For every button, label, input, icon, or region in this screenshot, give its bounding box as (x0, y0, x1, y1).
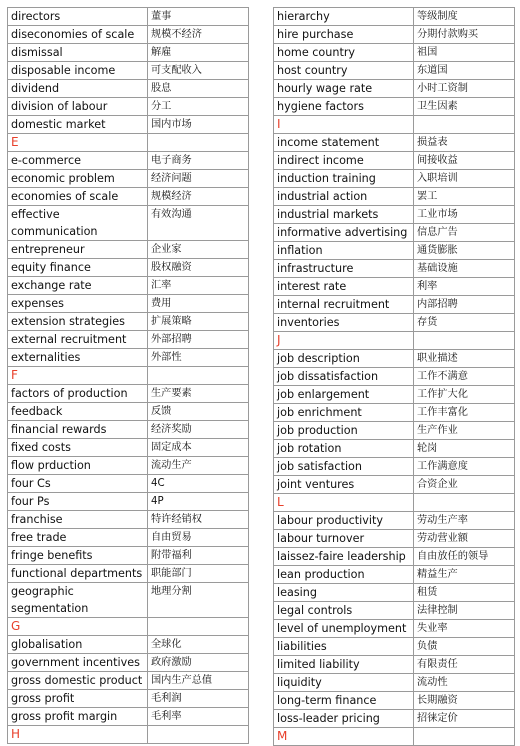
chinese-translation: 董事 (148, 8, 249, 26)
english-term: economies of scale (8, 188, 148, 206)
chinese-translation: 工作扩大化 (414, 386, 515, 404)
chinese-translation: 政府激励 (148, 654, 249, 672)
chinese-translation: 法律控制 (414, 602, 515, 620)
chinese-translation: 存货 (414, 314, 515, 332)
english-term: functional departments (8, 565, 148, 583)
english-term: limited liability (274, 656, 414, 674)
english-term: e-commerce (8, 152, 148, 170)
term-row (274, 656, 515, 674)
english-term: host country (274, 62, 414, 80)
chinese-translation: 失业率 (414, 620, 515, 638)
term-row (8, 654, 249, 672)
term-row (8, 152, 249, 170)
term-row (8, 80, 249, 98)
chinese-translation: 股权融资 (148, 259, 249, 277)
term-row (274, 44, 515, 62)
empty-cell (414, 332, 515, 350)
chinese-translation: 企业家 (148, 241, 249, 259)
english-term: liquidity (274, 674, 414, 692)
glossary-table-right (273, 7, 515, 746)
section-letter-row (8, 367, 249, 385)
chinese-translation: 祖国 (414, 44, 515, 62)
chinese-translation: 职业描述 (414, 350, 515, 368)
chinese-translation: 劳动生产率 (414, 512, 515, 530)
chinese-translation: 分期付款购买 (414, 26, 515, 44)
term-row (274, 296, 515, 314)
english-term: level of unemployment (274, 620, 414, 638)
chinese-translation: 自由放任的领导 (414, 548, 515, 566)
english-term: liabilities (274, 638, 414, 656)
chinese-translation: 工作不满意 (414, 368, 515, 386)
chinese-translation: 经济问题 (148, 170, 249, 188)
term-row (274, 62, 515, 80)
term-row (8, 206, 249, 241)
english-term: informative advertising (274, 224, 414, 242)
english-term: domestic market (8, 116, 148, 134)
term-row (8, 547, 249, 565)
chinese-translation: 利率 (414, 278, 515, 296)
chinese-translation: 流动性 (414, 674, 515, 692)
term-row (8, 421, 249, 439)
chinese-translation: 4P (148, 493, 249, 511)
term-row (8, 511, 249, 529)
english-term: laissez-faire leadership (274, 548, 414, 566)
english-term: economic problem (8, 170, 148, 188)
term-row (274, 710, 515, 728)
chinese-translation: 国内生产总值 (148, 672, 249, 690)
section-letter-row (274, 332, 515, 350)
term-row (8, 475, 249, 493)
section-letter-row (274, 728, 515, 746)
english-term: dividend (8, 80, 148, 98)
term-row (274, 476, 515, 494)
chinese-translation: 国内市场 (148, 116, 249, 134)
chinese-translation: 东道国 (414, 62, 515, 80)
chinese-translation: 入职培训 (414, 170, 515, 188)
chinese-translation: 特许经销权 (148, 511, 249, 529)
term-row (8, 529, 249, 547)
chinese-translation: 劳动营业额 (414, 530, 515, 548)
section-letter-row (8, 134, 249, 152)
chinese-translation: 4C (148, 475, 249, 493)
chinese-translation: 全球化 (148, 636, 249, 654)
english-term: interest rate (274, 278, 414, 296)
section-letter: L (274, 494, 414, 512)
term-row (274, 80, 515, 98)
english-term: four Cs (8, 475, 148, 493)
chinese-translation: 信息广告 (414, 224, 515, 242)
term-row (274, 188, 515, 206)
english-term: income statement (274, 134, 414, 152)
english-term: gross profit (8, 690, 148, 708)
english-term: feedback (8, 403, 148, 421)
english-term: free trade (8, 529, 148, 547)
chinese-translation: 通货膨胀 (414, 242, 515, 260)
section-letter: I (274, 116, 414, 134)
term-row (274, 26, 515, 44)
empty-cell (148, 134, 249, 152)
english-term: job dissatisfaction (274, 368, 414, 386)
chinese-translation: 生产要素 (148, 385, 249, 403)
term-row (8, 565, 249, 583)
chinese-translation: 附带福利 (148, 547, 249, 565)
chinese-translation: 外部性 (148, 349, 249, 367)
term-row (274, 404, 515, 422)
english-term: effective communication (8, 206, 148, 241)
english-term: job production (274, 422, 414, 440)
english-term: lean production (274, 566, 414, 584)
glossary-table-left (7, 7, 249, 744)
english-term: government incentives (8, 654, 148, 672)
term-row (274, 134, 515, 152)
chinese-translation: 卫生因素 (414, 98, 515, 116)
english-term: inflation (274, 242, 414, 260)
section-letter: G (8, 618, 148, 636)
english-term: equity finance (8, 259, 148, 277)
chinese-translation: 等级制度 (414, 8, 515, 26)
english-term: gross domestic product (8, 672, 148, 690)
empty-cell (414, 728, 515, 746)
chinese-translation: 负债 (414, 638, 515, 656)
english-term: hierarchy (274, 8, 414, 26)
chinese-translation: 扩展策略 (148, 313, 249, 331)
term-row (274, 602, 515, 620)
term-row (274, 512, 515, 530)
term-row (274, 458, 515, 476)
english-term: loss-leader pricing (274, 710, 414, 728)
term-row (274, 278, 515, 296)
chinese-translation: 自由贸易 (148, 529, 249, 547)
english-term: home country (274, 44, 414, 62)
english-term: job enrichment (274, 404, 414, 422)
english-term: division of labour (8, 98, 148, 116)
term-row (274, 152, 515, 170)
english-term: job satisfaction (274, 458, 414, 476)
english-term: infrastructure (274, 260, 414, 278)
english-term: flow prduction (8, 457, 148, 475)
chinese-translation: 分工 (148, 98, 249, 116)
term-row (8, 170, 249, 188)
chinese-translation: 汇率 (148, 277, 249, 295)
english-term: joint ventures (274, 476, 414, 494)
chinese-translation: 工作丰富化 (414, 404, 515, 422)
term-row (274, 548, 515, 566)
chinese-translation: 固定成本 (148, 439, 249, 457)
english-term: legal controls (274, 602, 414, 620)
english-term: hygiene factors (274, 98, 414, 116)
term-row (274, 440, 515, 458)
term-row (274, 224, 515, 242)
term-row (274, 242, 515, 260)
english-term: diseconomies of scale (8, 26, 148, 44)
chinese-translation: 可支配收入 (148, 62, 249, 80)
english-term: globalisation (8, 636, 148, 654)
term-row (274, 674, 515, 692)
chinese-translation: 解雇 (148, 44, 249, 62)
chinese-translation: 地理分割 (148, 583, 249, 618)
english-term: indirect income (274, 152, 414, 170)
term-row (274, 386, 515, 404)
english-term: financial rewards (8, 421, 148, 439)
chinese-translation: 流动生产 (148, 457, 249, 475)
english-term: industrial action (274, 188, 414, 206)
term-row (274, 530, 515, 548)
term-row (274, 8, 515, 26)
chinese-translation: 股息 (148, 80, 249, 98)
english-term: geographic segmentation (8, 583, 148, 618)
term-row (8, 672, 249, 690)
term-row (8, 98, 249, 116)
term-row (274, 368, 515, 386)
chinese-translation: 经济奖励 (148, 421, 249, 439)
chinese-translation: 轮岗 (414, 440, 515, 458)
empty-cell (414, 116, 515, 134)
term-row (8, 8, 249, 26)
term-row (8, 349, 249, 367)
chinese-translation: 规模不经济 (148, 26, 249, 44)
term-row (274, 692, 515, 710)
empty-cell (148, 367, 249, 385)
chinese-translation: 合资企业 (414, 476, 515, 494)
section-letter: F (8, 367, 148, 385)
chinese-translation: 电子商务 (148, 152, 249, 170)
term-row (8, 259, 249, 277)
english-term: directors (8, 8, 148, 26)
chinese-translation: 反馈 (148, 403, 249, 421)
section-letter: J (274, 332, 414, 350)
chinese-translation: 间接收益 (414, 152, 515, 170)
chinese-translation: 生产作业 (414, 422, 515, 440)
chinese-translation: 基础设施 (414, 260, 515, 278)
term-row (274, 206, 515, 224)
term-row (8, 493, 249, 511)
english-term: exchange rate (8, 277, 148, 295)
chinese-translation: 租赁 (414, 584, 515, 602)
english-term: industrial markets (274, 206, 414, 224)
term-row (8, 188, 249, 206)
chinese-translation: 规模经济 (148, 188, 249, 206)
chinese-translation: 外部招聘 (148, 331, 249, 349)
section-letter: M (274, 728, 414, 746)
term-row (8, 44, 249, 62)
english-term: job rotation (274, 440, 414, 458)
term-row (8, 708, 249, 726)
term-row (274, 638, 515, 656)
term-row (274, 422, 515, 440)
english-term: external recruitment (8, 331, 148, 349)
term-row (274, 260, 515, 278)
term-row (8, 241, 249, 259)
chinese-translation: 工业市场 (414, 206, 515, 224)
english-term: entrepreneur (8, 241, 148, 259)
term-row (274, 314, 515, 332)
english-term: leasing (274, 584, 414, 602)
term-row (8, 116, 249, 134)
chinese-translation: 小时工资制 (414, 80, 515, 98)
english-term: disposable income (8, 62, 148, 80)
term-row (274, 566, 515, 584)
chinese-translation: 内部招聘 (414, 296, 515, 314)
term-row (8, 62, 249, 80)
english-term: long-term finance (274, 692, 414, 710)
english-term: fringe benefits (8, 547, 148, 565)
chinese-translation: 招徕定价 (414, 710, 515, 728)
empty-cell (414, 494, 515, 512)
chinese-translation: 精益生产 (414, 566, 515, 584)
term-row (8, 313, 249, 331)
term-row (8, 385, 249, 403)
english-term: hourly wage rate (274, 80, 414, 98)
term-row (8, 583, 249, 618)
chinese-translation: 毛利润 (148, 690, 249, 708)
term-row (8, 457, 249, 475)
chinese-translation: 罢工 (414, 188, 515, 206)
term-row (8, 26, 249, 44)
english-term: franchise (8, 511, 148, 529)
chinese-translation: 工作满意度 (414, 458, 515, 476)
english-term: hire purchase (274, 26, 414, 44)
term-row (8, 439, 249, 457)
term-row (274, 620, 515, 638)
english-term: extension strategies (8, 313, 148, 331)
english-term: job enlargement (274, 386, 414, 404)
term-row (8, 295, 249, 313)
english-term: job description (274, 350, 414, 368)
english-term: induction training (274, 170, 414, 188)
term-row (8, 636, 249, 654)
english-term: labour productivity (274, 512, 414, 530)
english-term: labour turnover (274, 530, 414, 548)
english-term: dismissal (8, 44, 148, 62)
section-letter-row (274, 494, 515, 512)
chinese-translation: 毛利率 (148, 708, 249, 726)
chinese-translation: 有限责任 (414, 656, 515, 674)
term-row (8, 331, 249, 349)
english-term: fixed costs (8, 439, 148, 457)
term-row (274, 170, 515, 188)
chinese-translation: 长期融资 (414, 692, 515, 710)
term-row (274, 98, 515, 116)
english-term: inventories (274, 314, 414, 332)
term-row (8, 277, 249, 295)
chinese-translation: 损益表 (414, 134, 515, 152)
term-row (274, 584, 515, 602)
english-term: gross profit margin (8, 708, 148, 726)
section-letter: H (8, 726, 148, 744)
section-letter: E (8, 134, 148, 152)
english-term: externalities (8, 349, 148, 367)
empty-cell (148, 618, 249, 636)
english-term: four Ps (8, 493, 148, 511)
term-row (8, 690, 249, 708)
term-row (8, 403, 249, 421)
section-letter-row (8, 618, 249, 636)
chinese-translation: 费用 (148, 295, 249, 313)
section-letter-row (274, 116, 515, 134)
english-term: internal recruitment (274, 296, 414, 314)
chinese-translation: 职能部门 (148, 565, 249, 583)
term-row (274, 350, 515, 368)
chinese-translation: 有效沟通 (148, 206, 249, 241)
english-term: expenses (8, 295, 148, 313)
english-term: factors of production (8, 385, 148, 403)
